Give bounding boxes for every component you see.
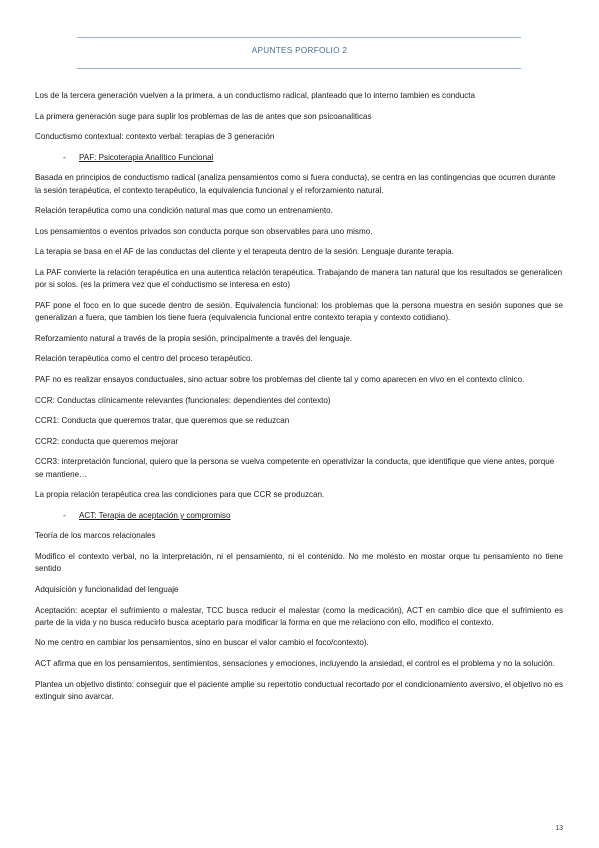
header-rule-top [77, 37, 521, 38]
section-heading-text: ACT: Terapia de aceptación y compromiso [79, 510, 231, 520]
paragraph: La primera generación suge para suplir los problemas de las de antes que son psicoanaliticas [35, 111, 372, 121]
paragraph: CCR3: interpretación funcional, quiero que la persona se vuelva competente en operativizar la conducta, que identifique que viene antes, porque se mantiene… [35, 457, 555, 479]
page-number: 13 [555, 825, 563, 832]
bullet-dash: - [63, 510, 66, 520]
paragraph: Relación terapéutica como una condición natural mas que como un entrenamiento. [35, 206, 333, 216]
paragraph: CCR1: Conducta que queremos tratar, que queremos que se reduzcan [35, 416, 290, 426]
bullet-dash: - [63, 152, 66, 162]
paragraph: ACT afirma que en los pensamientos, sentimientos, sensaciones y emociones, incluyendo la ansiedad, el control es el problema y no la solución. [35, 659, 555, 669]
paragraph: Plantea un objetivo distinto: conseguir que el paciente amplie su repertotio conductual recortado por el condicionamiento aversivo, el objetivo no es extinguir sino avarcar. [35, 679, 563, 701]
paragraph: Los de la tercera generación vuelven a la primera, a un conductismo radical, planteado que lo interno tambien es conducta [35, 91, 476, 100]
paragraph: CCR: Conductas clínicamente relevantes (funcionales: dependientes del contexto) [35, 395, 331, 405]
paragraph: Reforzamiento natural a través de la propia sesión, principalmente a través del lenguaje. [35, 333, 353, 343]
section-heading [35, 510, 563, 522]
paragraph: Relación terapéutica como el centro del proceso terapéutico. [35, 354, 253, 364]
paragraph: Los pensamientos o eventos privados son conducta porque son observables para uno mismo. [35, 226, 373, 236]
paragraph: No me centro en cambiar los pensamientos, sino en buscar el valor cambio el foco/contexto). [35, 638, 369, 648]
section-heading-text: PAF: Psicoterapia Analítico Funcional [79, 152, 214, 162]
header-rule-bottom [77, 68, 521, 69]
paragraph: PAF no es realizar ensayos conductuales, sino actuar sobre los problemas del cliente tal y como aparecen en vivo en el contexto clínico. [35, 375, 525, 385]
document-body [35, 90, 563, 712]
paragraph: Basada en principios de conductismo radical (analiza pensamientos como si fuera conducta), se centra en las contingencias que ocurren durante la sesión terapéutica, el contexto terapéutico, la equivalencia funcional y el reforzamiento natural. [35, 173, 556, 195]
paragraph: Aceptación: aceptar el sufrimiento o malestar, TCC busca reducir el malestar (como la medicación), ACT en cambio dice que el sufrimiento es parte de la vida y no busca reducirlo busca aceptarlo para modificar la forma en que me relaciono con ello, modifico el contexto. [35, 605, 563, 627]
paragraph: Modifico el contexto verbal, no la interpretación, ni el pensamiento, ni el contenido. No me molesto en mostar orque tu pensamiento no tiene sentido [35, 552, 563, 574]
section-heading [35, 152, 563, 164]
paragraph: La propia relación terapéutica crea las condiciones para que CCR se produzcan. [35, 490, 325, 500]
paragraph: Teoría de los marcos relacionales [35, 531, 156, 541]
paragraph: La PAF convierte la relación terapéutica en una autentica relación terapéutica. Trabajando de manera tan natural que los resultados se generalicen por si solos. (es la primera vez que el conductismo se interesa en esto) [35, 268, 563, 290]
paragraph: CCR2: conducta que queremos mejorar [35, 436, 179, 446]
header-title: APUNTES PORFOLIO 2 [251, 46, 348, 55]
paragraph: Adquisición y funcionalidad del lenguaje [35, 584, 179, 594]
paragraph: Conductismo contextual: contexto verbal: terapias de 3 generación [35, 132, 275, 142]
paragraph: PAF pone el foco en lo que sucede dentro de sesión. Equivalencia funcional: los problemas que la persona muestra en sesión supones que se generalizan a fuera, que tambien los tiene fuera (equivalencia funcional entre contexto terapia y contexto cotidiano). [35, 300, 563, 323]
paragraph: La terapia se basa en el AF de las conductas del cliente y el terapeuta dentro de la sesión. Lenguaje durante terapia. [35, 247, 454, 257]
